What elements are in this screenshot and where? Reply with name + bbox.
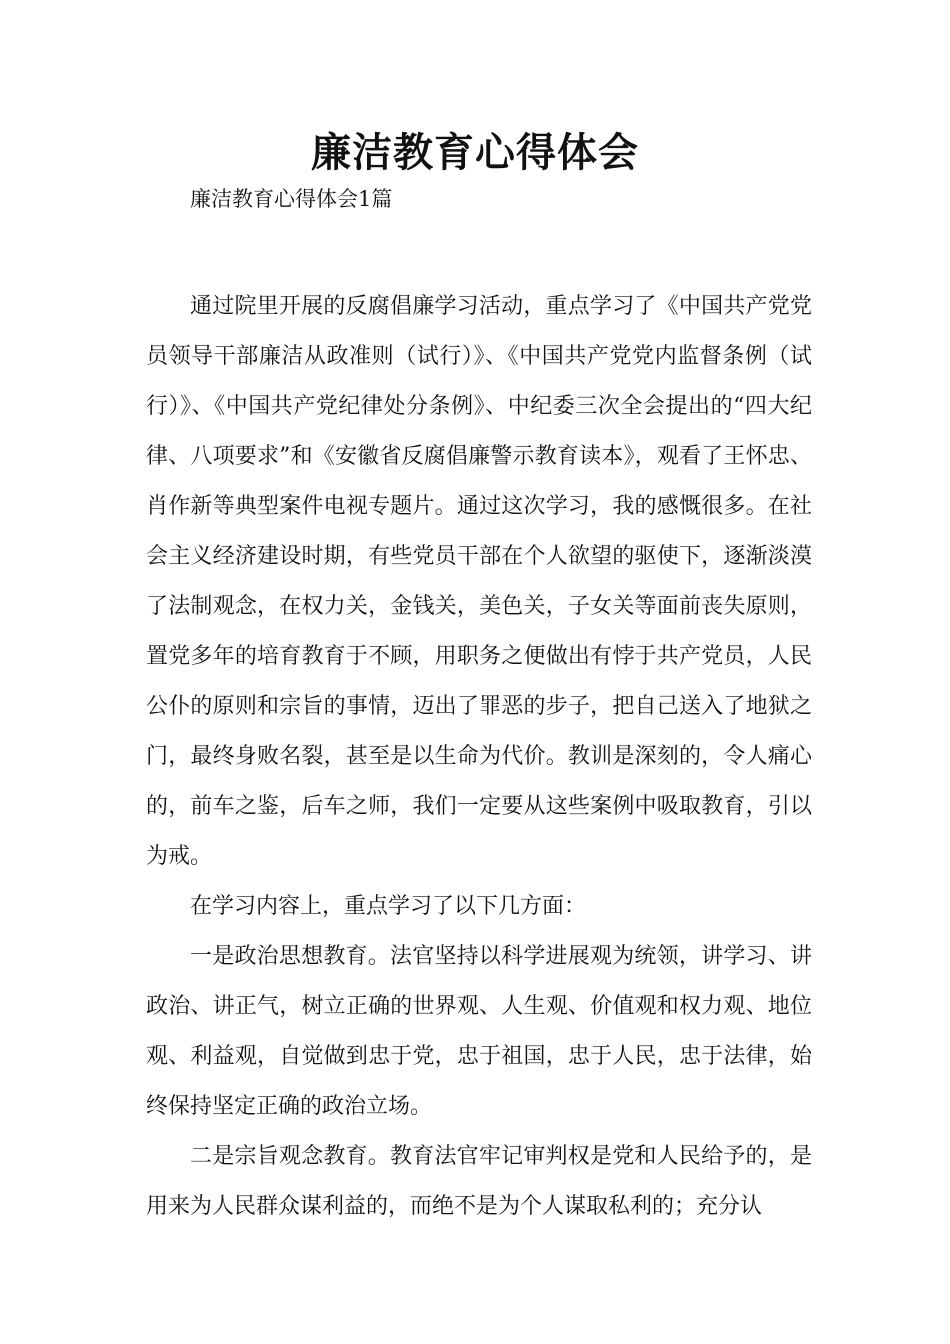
paragraph-political-education: 一是政治思想教育。法官坚持以科学进展观为统领，讲学习、讲政治、讲正气，树立正确的世界观、人生观、价值观和权力观、地位观、利益观，自觉做到忠于党，忠于祖国，忠于人民，忠于法律，始终保持坚定正确的政治立场。 bbox=[146, 944, 812, 1119]
paragraph-purpose-education: 二是宗旨观念教育。教育法官牢记审判权是党和人民给予的，是用来为人民群众谋利益的，而绝不是为个人谋取私利的；充分认 bbox=[146, 1144, 812, 1219]
document-subtitle: 廉洁教育心得体会1篇 bbox=[190, 187, 393, 211]
paragraph-intro: 通过院里开展的反腐倡廉学习活动，重点学习了《中国共产党党员领导干部廉洁从政准则（试行）》、《中国共产党党内监督条例（试行）》、《中国共产党纪律处分条例》、中纪委三次全会提出的“四大纪律、八项要求”和《安徽省反腐倡廉警示教育读本》，观看了王怀忠、肖作新等典型案件电视专题片。通过这次学习，我的感慨很多。在社会主义经济建设时期，有些党员干部在个人欲望的驱使下，逐渐淡漠了法制观念，在权力关，金钱关，美色关，子女关等面前丧失原则，置党多年的培育教育于不顾，用职务之便做出有悖于共产党员，人民公仆的原则和宗旨的事情，迈出了罪恶的步子，把自己送入了地狱之门，最终身败名裂，甚至是以生命为代价。教训是深刻的，令人痛心的，前车之鉴，后车之师，我们一定要从这些案例中吸取教育，引以为戒。 bbox=[146, 294, 812, 869]
paragraph-study-content: 在学习内容上，重点学习了以下几方面： bbox=[190, 894, 587, 919]
document-body bbox=[146, 282, 812, 1232]
document-title: 廉洁教育心得体会 bbox=[311, 130, 639, 176]
